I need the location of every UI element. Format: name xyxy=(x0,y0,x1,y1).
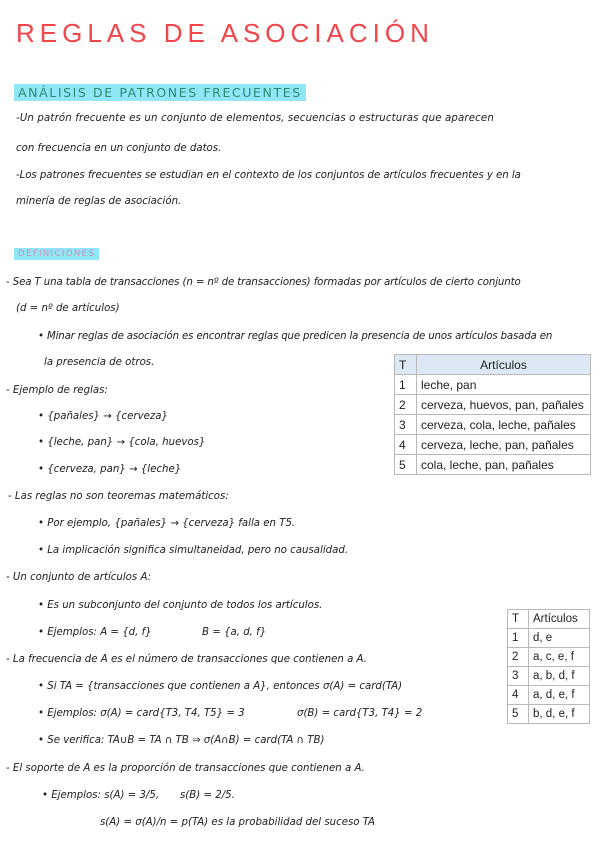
table-row xyxy=(508,686,590,705)
text-line: • {cerveza, pan} → {leche} xyxy=(38,464,182,475)
text-line: la presencia de otros. xyxy=(44,357,155,368)
table-cell: a, c, e, f xyxy=(529,648,590,667)
table-cell: a, d, e, f xyxy=(529,686,590,705)
table-row xyxy=(508,648,590,667)
text-line: • {pañales} → {cerveza} xyxy=(38,411,168,422)
text-line: • Por ejemplo, {pañales} → {cerveza} falla en T5. xyxy=(38,518,296,529)
text-line: • Es un subconjunto del conjunto de todos los artículos. xyxy=(38,600,323,611)
table-row xyxy=(508,629,590,648)
table-cell: d, e xyxy=(529,629,590,648)
table-cell: cerveza, leche, pan, pañales xyxy=(417,435,591,455)
text-line: - Un conjunto de artículos A: xyxy=(6,572,152,583)
text-line: • {leche, pan} → {cola, huevos} xyxy=(38,437,206,448)
text-line: • Ejemplos: σ(A) = card{T3, T4, T5} = 3 xyxy=(38,708,245,719)
section-heading-definiciones: DEFINICIONES xyxy=(14,249,99,259)
table-cell: 1 xyxy=(508,629,529,648)
table-row xyxy=(395,395,591,415)
text-line: s(A) = σ(A)/n = p(TA) es la probabilidad del suceso TA xyxy=(100,817,375,828)
table-cell: 4 xyxy=(508,686,529,705)
table-row xyxy=(395,435,591,455)
text-line: - El soporte de A es la proporción de transacciones que contienen a A. xyxy=(6,763,365,774)
text-line: s(B) = 2/5. xyxy=(180,790,235,801)
text-line: - Las reglas no son teoremas matemáticos: xyxy=(8,491,229,502)
text-line: σ(B) = card{T3, T4} = 2 xyxy=(297,708,423,719)
transactions-table-1 xyxy=(394,354,591,475)
table-cell: cola, leche, pan, pañales xyxy=(417,455,591,475)
column-header: Artículos xyxy=(529,610,590,629)
column-header: Artículos xyxy=(417,355,591,375)
table-cell: cerveza, cola, leche, pañales xyxy=(417,415,591,435)
table-cell: cerveza, huevos, pan, pañales xyxy=(417,395,591,415)
text-line: B = {a, d, f} xyxy=(202,627,267,638)
table-cell: a, b, d, f xyxy=(529,667,590,686)
transactions-table-2 xyxy=(507,609,590,724)
table-cell: 2 xyxy=(395,395,417,415)
table-cell: 4 xyxy=(395,435,417,455)
table-cell: b, d, e, f xyxy=(529,705,590,724)
text-line: • Se verifica: TA∪B = TA ∩ TB ⇒ σ(A∩B) = card(TA ∩ TB) xyxy=(38,735,325,746)
text-line: • La implicación significa simultaneidad, pero no causalidad. xyxy=(38,545,349,556)
text-line: - Ejemplo de reglas: xyxy=(6,385,108,396)
text-line: • Minar reglas de asociación es encontrar reglas que predicen la presencia de unos artículos basada en xyxy=(38,331,553,342)
table-row xyxy=(508,705,590,724)
text-line: -Los patrones frecuentes se estudian en el contexto de los conjuntos de artículos frecuentes y en la xyxy=(16,170,521,181)
page-title: REGLAS DE ASOCIACIÓN xyxy=(16,18,434,48)
table-cell: 5 xyxy=(395,455,417,475)
text-line: • Si TA = {transacciones que contienen a A}, entonces σ(A) = card(TA) xyxy=(38,681,403,692)
table-cell: 3 xyxy=(395,415,417,435)
table-cell: 5 xyxy=(508,705,529,724)
table-row xyxy=(395,455,591,475)
table-cell: 2 xyxy=(508,648,529,667)
text-line: • Ejemplos: A = {d, f} xyxy=(38,627,152,638)
text-line: con frecuencia en un conjunto de datos. xyxy=(16,143,222,154)
text-line: (d = nº de artículos) xyxy=(16,303,120,314)
text-line: -Un patrón frecuente es un conjunto de elementos, secuencias o estructuras que aparecen xyxy=(16,113,494,124)
table-cell: 3 xyxy=(508,667,529,686)
text-line: • Ejemplos: s(A) = 3/5, xyxy=(42,790,160,801)
table-cell: leche, pan xyxy=(417,375,591,395)
text-line: minería de reglas de asociación. xyxy=(16,196,182,207)
section-heading-patrones: ANÁLISIS DE PATRONES FRECUENTES xyxy=(14,85,306,100)
column-header: T xyxy=(508,610,529,629)
text-line: - La frecuencia de A es el número de transacciones que contienen a A. xyxy=(6,654,367,665)
table-row xyxy=(395,415,591,435)
text-line: - Sea T una tabla de transacciones (n = nº de transacciones) formadas por artículos de cierto conjunto xyxy=(6,277,521,288)
column-header: T xyxy=(395,355,417,375)
table-row xyxy=(508,667,590,686)
table-row xyxy=(395,375,591,395)
table-cell: 1 xyxy=(395,375,417,395)
